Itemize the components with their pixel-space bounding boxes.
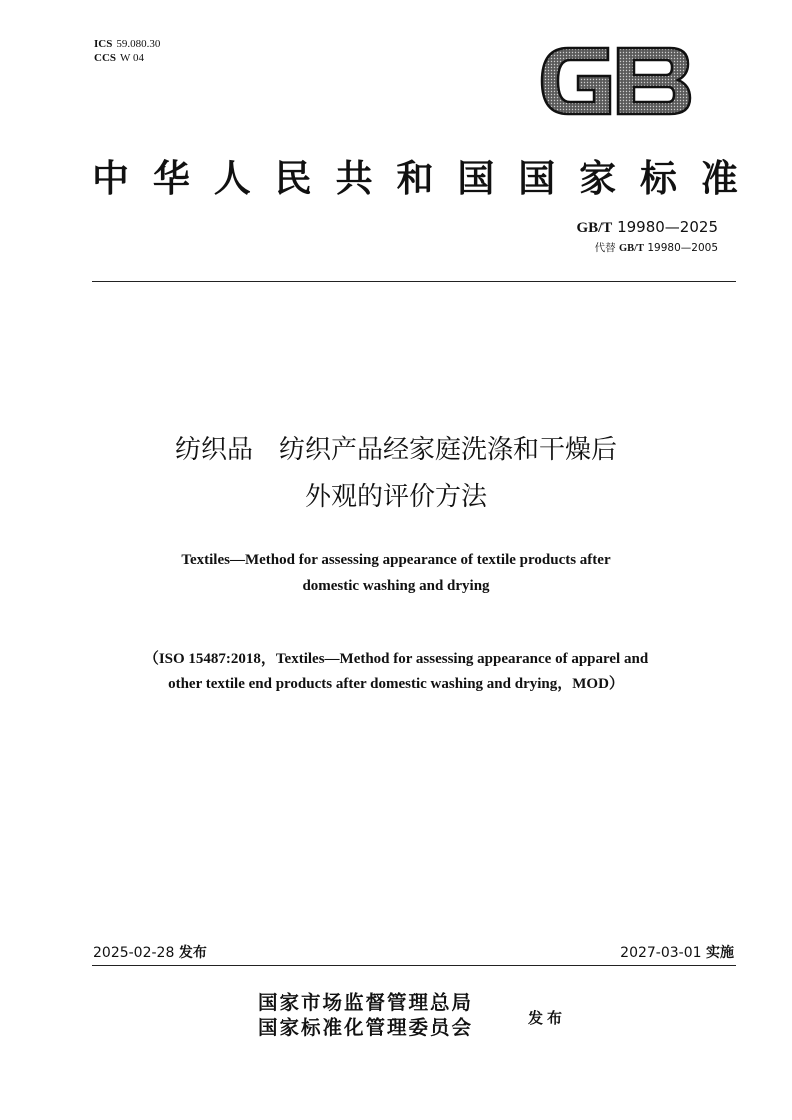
iso-reference-line-1: （ISO 15487:2018，Textiles—Method for assessing appearance of apparel and [143,651,649,667]
gb-logo [538,42,694,120]
issue-date [93,944,207,962]
english-title-line-2: domestic washing and drying [302,578,490,594]
issue-date-value: 2025-02-28 [93,945,175,961]
top-divider [92,281,736,282]
standard-title-char: 和 [396,156,434,200]
classification-codes [94,37,160,65]
standard-title-char: 国 [518,156,556,200]
bottom-divider [92,965,736,966]
standard-title-char: 共 [335,156,373,200]
standard-title-char: 民 [274,156,312,200]
issuing-authorities [258,990,473,1040]
ccs-code [94,51,160,65]
ccs-value: W 04 [120,52,144,64]
standard-title-char: 人 [213,156,251,200]
issuer-line-2: 国家标准化管理委员会 [258,1016,474,1039]
standard-number [576,218,718,237]
chinese-title-line-2: 外观的评价方法 [304,482,487,512]
replaces-prefix: GB/T [618,243,645,254]
implementation-date-value: 2027-03-01 [620,945,702,961]
standard-title-char: 国 [457,156,495,200]
standard-number-block [576,218,718,256]
gb-logo-text: GB [616,86,618,87]
issuer-line-1: 国家市场监督管理总局 [258,991,474,1014]
ccs-label: CCS [94,52,117,64]
standard-number-value: 19980—2025 [617,218,718,236]
implementation-date-suffix: 实施 [706,945,734,961]
ics-code [94,37,160,51]
standard-title-char: 准 [700,156,738,200]
replaces-number: 19980—2005 [647,242,718,254]
chinese-title-line-1: 纺织品 纺织产品经家庭洗涤和干燥后 [174,435,617,465]
issue-date-suffix: 发布 [178,945,207,961]
standard-title [92,148,738,202]
english-title-line-1: Textiles—Method for assessing appearance of textile products after [181,552,611,568]
replaces-standard [576,241,718,256]
standard-title-char: 家 [579,156,617,200]
standard-title-char: 华 [152,156,190,200]
standard-title-char: 标 [640,156,678,200]
implementation-date [620,944,734,962]
ics-value: 59.080.30 [116,38,161,50]
replaces-label: 代替 [594,242,616,254]
standard-title-char: 中 [92,156,129,200]
publish-label: 发布 [528,1009,567,1027]
ics-label: ICS [94,38,113,50]
standard-number-prefix: GB/T [576,220,613,236]
iso-reference-line-2: other textile end products after domestic washing and drying，MOD） [168,676,624,692]
